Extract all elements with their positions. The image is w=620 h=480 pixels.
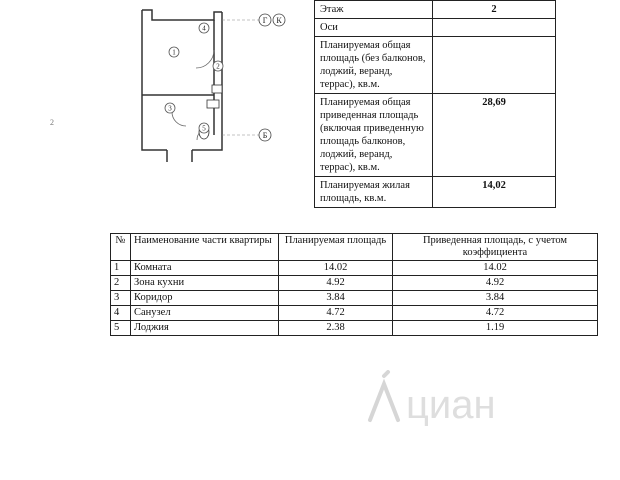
axis-label-b: Б — [262, 131, 268, 140]
row-area: 2.38 — [279, 321, 393, 336]
info-row-total-area — [315, 37, 556, 94]
info-value: 14,02 — [433, 177, 556, 208]
row-area: 3.84 — [279, 291, 393, 306]
row-number: 5 — [111, 321, 131, 336]
room-label-3: 3 — [168, 104, 172, 113]
row-number: 4 — [111, 306, 131, 321]
row-number: 2 — [111, 276, 131, 291]
info-row-floor — [315, 1, 556, 19]
info-row-axes — [315, 19, 556, 37]
cian-watermark — [362, 370, 552, 430]
table-row — [111, 291, 598, 306]
header-reduced-area: Приведенная площадь, с учетом коэффициента — [393, 234, 598, 261]
row-reduced-area: 1.19 — [393, 321, 598, 336]
apartment-info-table — [314, 0, 556, 208]
info-row-living-area — [315, 177, 556, 208]
info-label: Планируемая общая приведенная площадь (включая приведенную площадь балконов, лоджий, веранд, террас), кв.м. — [315, 94, 433, 177]
room-label-5: 5 — [202, 124, 206, 133]
row-name: Лоджия — [131, 321, 279, 336]
room-label-1: 1 — [172, 48, 176, 57]
room-label-4: 4 — [202, 24, 206, 33]
info-value — [433, 37, 556, 94]
table-row — [111, 306, 598, 321]
axis-lines — [222, 20, 260, 135]
axis-label-k: К — [276, 16, 282, 25]
info-label: Планируемая жилая площадь, кв.м. — [315, 177, 433, 208]
info-label: Этаж — [315, 1, 433, 19]
table-row — [111, 321, 598, 336]
table-row — [111, 276, 598, 291]
header-area: Планируемая площадь — [279, 234, 393, 261]
header-number: № — [111, 234, 131, 261]
info-row-reduced-area — [315, 94, 556, 177]
plan-walls — [142, 10, 222, 162]
info-label: Оси — [315, 19, 433, 37]
info-value — [433, 19, 556, 37]
rooms-header-row — [111, 234, 598, 261]
watermark-text: циан — [406, 383, 496, 427]
watermark-logo-icon — [370, 372, 398, 420]
margin-mark: 2 — [50, 118, 54, 127]
row-area: 4.72 — [279, 306, 393, 321]
row-name: Зона кухни — [131, 276, 279, 291]
row-name: Комната — [131, 261, 279, 276]
row-area: 4.92 — [279, 276, 393, 291]
row-reduced-area: 14.02 — [393, 261, 598, 276]
room-label-2: 2 — [216, 62, 220, 71]
info-value: 28,69 — [433, 94, 556, 177]
table-row — [111, 261, 598, 276]
row-number: 3 — [111, 291, 131, 306]
row-area: 14.02 — [279, 261, 393, 276]
axis-label-g: Г — [262, 16, 268, 25]
row-name: Коридор — [131, 291, 279, 306]
row-name: Санузел — [131, 306, 279, 321]
row-number: 1 — [111, 261, 131, 276]
info-label: Планируемая общая площадь (без балконов, лоджий, веранд, террас), кв.м. — [315, 37, 433, 94]
axis-markers — [259, 14, 285, 141]
row-reduced-area: 3.84 — [393, 291, 598, 306]
rooms-table — [110, 233, 598, 336]
row-reduced-area: 4.92 — [393, 276, 598, 291]
header-room-name: Наименование части квартиры — [131, 234, 279, 261]
info-value: 2 — [433, 1, 556, 19]
floor-plan — [122, 0, 322, 162]
row-reduced-area: 4.72 — [393, 306, 598, 321]
